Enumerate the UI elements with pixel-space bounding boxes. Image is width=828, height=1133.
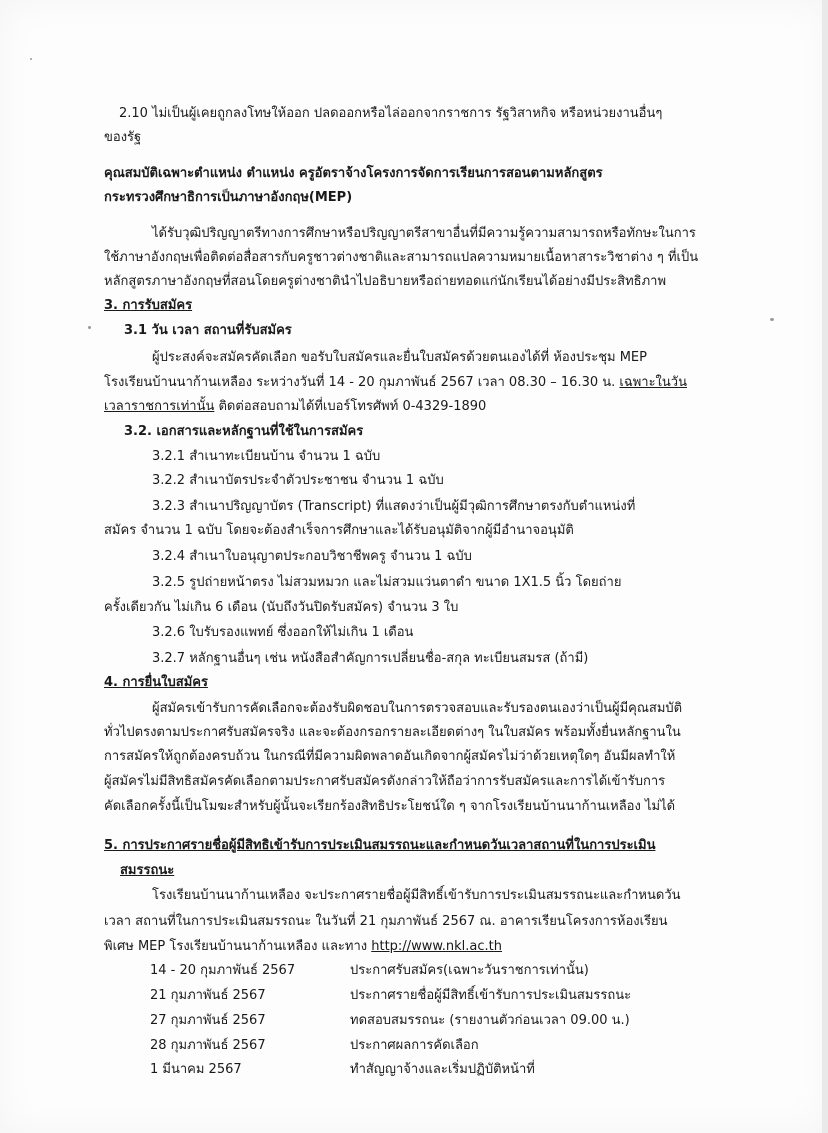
section-5-text-line: โรงเรียนบ้านนาก้านเหลือง จะประกาศรายชื่อผู้มีสิทธิ์เข้ารับการประเมินสมรรถนะและกำหนดวัน <box>152 888 681 903</box>
section-5-heading: 5. การประกาศรายชื่อผู้มีสิทธิเข้ารับการประเมินสมรรถนะและกำหนดวันเวลาสถานที่ในการประเมิน <box>104 838 656 853</box>
document-item: 3.2.3 สำเนาปริญญาบัตร (Transcript) ที่แสดงว่าเป็นผู้มีวุฒิการศึกษาตรงกับตำแหน่งที่ <box>152 499 636 514</box>
school-website-link[interactable]: http://www.nkl.ac.th <box>371 939 503 954</box>
section-5-text-line: เวลา สถานที่ในการประเมินสมรรถนะ ในวันที่ 21 กุมภาพันธ์ 2567 ณ. อาคารเรียนโครงการห้องเรียน <box>104 914 668 929</box>
subsection-3-2-heading: 3.2. เอกสารและหลักฐานที่ใช้ในการสมัคร <box>124 424 364 439</box>
schedule-event: ทำสัญญาจ้างและเริ่มปฏิบัติหน้าที่ <box>350 1062 535 1077</box>
schedule-date: 28 กุมภาพันธ์ 2567 <box>150 1038 266 1053</box>
qualification-heading-cont: กระทรวงศึกษาธิการเป็นภาษาอังกฤษ(MEP) <box>104 190 353 205</box>
schedule-event: ประกาศรับสมัคร(เฉพาะวันราชการเท่านั้น) <box>350 963 589 978</box>
contact-phone-text: ติดต่อสอบถามได้ที่เบอร์โทรศัพท์ 0-4329-1890 <box>214 399 487 414</box>
office-hours-note: เฉพาะในวัน <box>619 375 687 390</box>
item-2-10-line2: ของรัฐ <box>104 130 142 145</box>
period-text: โรงเรียนบ้านนาก้านเหลือง ระหว่างวันที่ 14 - 20 กุมภาพันธ์ 2567 เวลา 08.30 – 16.30 น. <box>104 375 620 390</box>
document-item: 3.2.6 ใบรับรองแพทย์ ซึ่งออกให้ไม่เกิน 1 เดือน <box>152 625 414 640</box>
document-item-cont: ครั้งเดียวกัน ไม่เกิน 6 เดือน (นับถึงวันปิดรับสมัคร) จำนวน 3 ใบ <box>104 600 459 615</box>
document-item: 3.2.7 หลักฐานอื่นๆ เช่น หนังสือสำคัญการเปลี่ยนชื่อ-สกุล ทะเบียนสมรส (ถ้ามี) <box>152 651 589 666</box>
document-item: 3.2.4 สำเนาใบอนุญาตประกอบวิชาชีพครู จำนวน 1 ฉบับ <box>152 549 472 564</box>
schedule-date: 1 มีนาคม 2567 <box>150 1062 242 1077</box>
scan-speck <box>770 318 774 321</box>
qualification-heading: คุณสมบัติเฉพาะตำแหน่ง ตำแหน่ง ครูอัตราจ้างโครงการจัดการเรียนการสอนตามหลักสูตร <box>104 166 603 181</box>
announcement-place-text: พิเศษ MEP โรงเรียนบ้านนาก้านเหลือง และทาง <box>104 939 372 954</box>
schedule-date: 14 - 20 กุมภาพันธ์ 2567 <box>150 963 296 978</box>
schedule-event: ประกาศรายชื่อผู้มีสิทธิ์เข้ารับการประเมินสมรรถนะ <box>350 988 632 1003</box>
section-3-heading: 3. การรับสมัคร <box>104 298 193 313</box>
scan-speck <box>30 58 32 60</box>
page-edge <box>822 0 828 1133</box>
section-5-text-line <box>104 935 502 959</box>
section-5-heading-cont: สมรรถนะ <box>120 863 175 878</box>
schedule-event: ทดสอบสมรรถนะ (รายงานตัวก่อนเวลา 09.00 น.) <box>350 1013 630 1028</box>
office-hours-note-cont: เวลาราชการเท่านั้น <box>104 399 215 414</box>
qualification-text-line: ใช้ภาษาอังกฤษเพื่อติดต่อสื่อสารกับครูชาวต่างชาติและสามารถแปลความหมายเนื้อหาสาระวิชาต่าง ๆ ที่เป็น <box>104 250 699 265</box>
schedule-date: 21 กุมภาพันธ์ 2567 <box>150 988 266 1003</box>
schedule-event: ประกาศผลการคัดเลือก <box>350 1038 479 1053</box>
section-3-1-text-line <box>104 395 486 419</box>
document-item: 3.2.1 สำเนาทะเบียนบ้าน จำนวน 1 ฉบับ <box>152 449 381 464</box>
section-4-text-line: ผู้สมัครไม่มีสิทธิสมัครคัดเลือกตามประกาศรับสมัครดังกล่าวให้ถือว่าการรับสมัครและการได้เข้ารับการ <box>104 774 666 789</box>
document-item: 3.2.2 สำเนาบัตรประจำตัวประชาชน จำนวน 1 ฉบับ <box>152 473 444 488</box>
section-4-text-line: ทั่วไปตรงตามประกาศรับสมัครจริง และจะต้องกรอกรายละเอียดต่างๆ ในใบสมัคร พร้อมทั้งยื่นหลักฐานใน <box>104 725 681 740</box>
schedule-date: 27 กุมภาพันธ์ 2567 <box>150 1013 266 1028</box>
document-item-cont: สมัคร จำนวน 1 ฉบับ โดยจะต้องสำเร็จการศึกษาและได้รับอนุมัติจากผู้มีอำนาจอนุมัติ <box>104 523 574 538</box>
subsection-3-1-heading: 3.1 วัน เวลา สถานที่รับสมัคร <box>124 323 292 338</box>
section-4-text-line: การสมัครให้ถูกต้องครบถ้วน ในกรณีที่มีความผิดพลาดอันเกิดจากผู้สมัครไม่ว่าด้วยเหตุใดๆ อันมีผลทำให้ <box>104 749 676 764</box>
section-4-heading: 4. การยื่นใบสมัคร <box>104 675 208 690</box>
qualification-text-line: ได้รับวุฒิปริญญาตรีทางการศึกษาหรือปริญญาตรีสาขาอื่นที่มีความรู้ความสามารถหรือทักษะในการ <box>152 226 696 241</box>
item-2-10-line1: 2.10 ไม่เป็นผู้เคยถูกลงโทษให้ออก ปลดออกหรือไล่ออกจากราชการ รัฐวิสาหกิจ หรือหน่วยงานอื่นๆ <box>119 106 663 121</box>
scan-speck <box>88 326 91 329</box>
section-3-1-text-line: ผู้ประสงค์จะสมัครคัดเลือก ขอรับใบสมัครและยื่นใบสมัครด้วยตนเองได้ที่ ห้องประชุม MEP <box>152 350 647 365</box>
section-3-1-text-line <box>104 371 687 395</box>
document-item: 3.2.5 รูปถ่ายหน้าตรง ไม่สวมหมวก และไม่สวมแว่นตาดำ ขนาด 1X1.5 นิ้ว โดยถ่าย <box>152 575 622 590</box>
section-4-text-line: คัดเลือกครั้งนี้เป็นโมฆะสำหรับผู้นั้นจะเรียกร้องสิทธิประโยชน์ใด ๆ จากโรงเรียนบ้านนาก้านเหลือง ไม่ได้ <box>104 799 676 814</box>
qualification-text-line: หลักสูตรภาษาอังกฤษที่สอนโดยครูต่างชาตินำไปอธิบายหรือถ่ายทอดแก่นักเรียนได้อย่างมีประสิทธิภาพ <box>104 274 667 289</box>
section-4-text-line: ผู้สมัครเข้ารับการคัดเลือกจะต้องรับผิดชอบในการตรวจสอบและรับรองตนเองว่าเป็นผู้มีคุณสมบัติ <box>152 701 683 716</box>
